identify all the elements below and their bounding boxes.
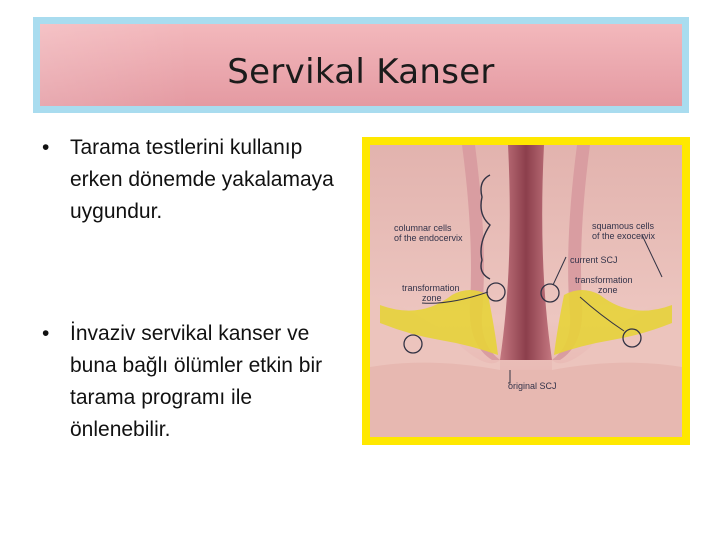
- label-columnar-1: columnar cells: [394, 223, 452, 233]
- label-columnar-2: of the endocervix: [394, 233, 463, 243]
- bullet-marker: •: [42, 136, 50, 159]
- label-tz-right-1: transformation: [575, 275, 633, 285]
- bullet-marker: •: [42, 322, 50, 345]
- bullet-item: [40, 132, 355, 228]
- bullet-text: İnvaziv servikal kanser ve buna bağlı ölümler etkin bir tarama programı ile önlenebilir.: [70, 322, 323, 441]
- bullet-text: Tarama testlerini kullanıp erken dönemde yakalamaya uygundur.: [70, 136, 334, 223]
- slide-title: Servikal Kanser: [227, 52, 495, 92]
- lower-tissue: [370, 363, 682, 437]
- bullet-item: [40, 318, 355, 446]
- label-tz-left-1: transformation: [402, 283, 460, 293]
- label-original-scj: original SCJ: [508, 381, 557, 391]
- label-squamous-2: of the exocervix: [592, 231, 656, 241]
- title-band: [40, 24, 682, 106]
- title-frame: [33, 17, 689, 113]
- cervix-diagram: [370, 145, 682, 437]
- label-squamous-1: squamous cells: [592, 221, 655, 231]
- label-current-scj: current SCJ: [570, 255, 618, 265]
- cervix-figure-frame: [362, 137, 690, 445]
- label-tz-left-2: zone: [422, 293, 442, 303]
- label-tz-right-2: zone: [598, 285, 618, 295]
